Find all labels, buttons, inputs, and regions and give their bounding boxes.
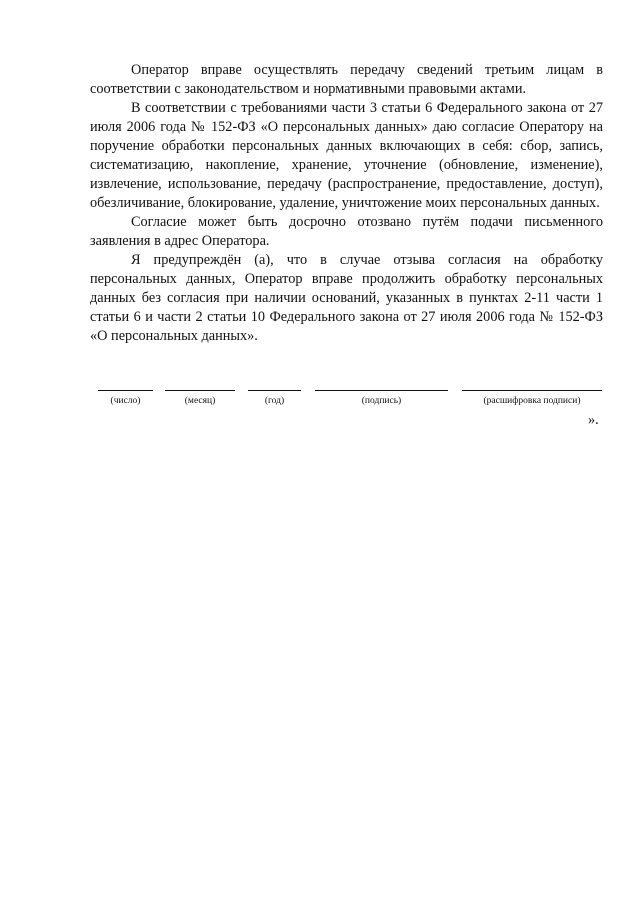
day-line bbox=[98, 390, 153, 391]
decoding-field[interactable] bbox=[462, 390, 602, 407]
year-caption: (год) bbox=[264, 396, 285, 406]
paragraph-third-party-transfer: Оператор вправе осуществлять передачу сведений третьим лицам в соответствии с законодательством и нормативными правовыми актами. bbox=[90, 62, 603, 97]
month-line bbox=[165, 390, 235, 391]
closing-quote-mark: ». bbox=[588, 412, 599, 428]
year-line bbox=[248, 390, 301, 391]
signature-field[interactable] bbox=[315, 390, 448, 407]
decoding-line bbox=[462, 390, 602, 391]
paragraph-consent-processing: В соответствии с требованиями части 3 статьи 6 Федерального закона от 27 июля 2006 года № 152-ФЗ «О персональных данных» даю согласие Оператору на поручение обработки персональных данных включающих в себя: сбор, запись, систематизацию, накопление, хранение, уточнение (обновление, изменение), извлечение, использование, передачу (распространение, предоставление, доступ), обезличивание, блокирование, удаление, уничтожение моих персональных данных. bbox=[90, 100, 603, 211]
signature-line bbox=[315, 390, 448, 391]
signature-caption: (подпись) bbox=[361, 396, 402, 406]
decoding-caption: (расшифровка подписи) bbox=[483, 396, 581, 406]
month-caption: (месяц) bbox=[184, 396, 216, 406]
day-caption: (число) bbox=[110, 396, 141, 406]
month-field[interactable] bbox=[165, 390, 235, 407]
year-field[interactable] bbox=[248, 390, 301, 407]
consent-text bbox=[90, 61, 603, 346]
paragraph-revocation: Согласие может быть досрочно отозвано путём подачи письменного заявления в адрес Оператора. bbox=[90, 214, 603, 249]
paragraph-warning: Я предупреждён (а), что в случае отзыва согласия на обработку персональных данных, Оператор вправе продолжить обработку персональных данных без согласия при наличии оснований, указанных в пунктах 2-11 части 1 статьи 6 и части 2 статьи 10 Федерального закона от 27 июля 2006 года № 152-ФЗ «О персональных данных». bbox=[90, 252, 603, 344]
day-field[interactable] bbox=[98, 390, 153, 407]
